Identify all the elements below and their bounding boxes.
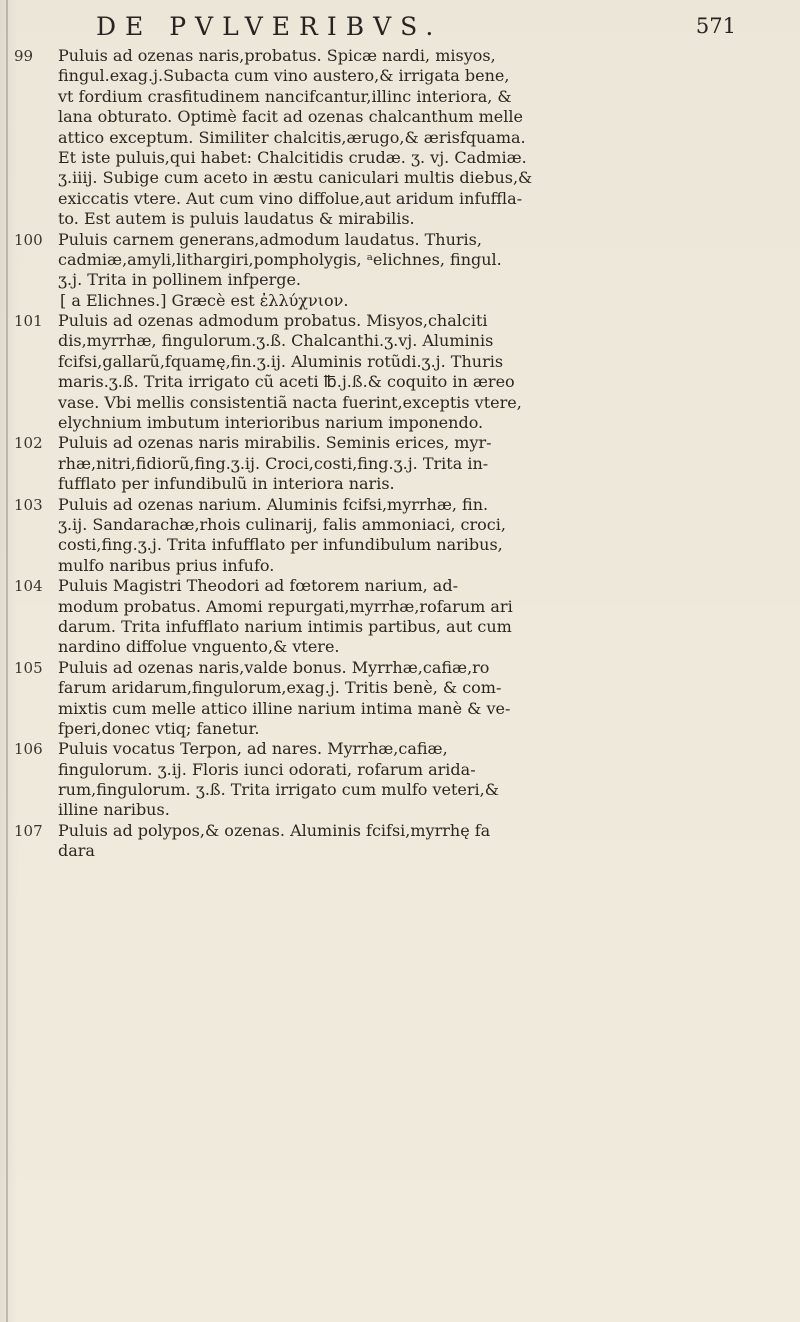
line-text: lana obturato. Optimè facit ad ozenas chalcanthum melle <box>58 107 523 127</box>
page-number: 571 <box>695 14 736 38</box>
text-line <box>14 250 704 270</box>
text-line <box>14 189 704 209</box>
recipe-heading-line <box>14 739 704 759</box>
line-text: fingul.exag.j.Subacta cum vino austero,& irrigata bene, <box>58 66 510 86</box>
recipe-number: 104 <box>14 577 43 596</box>
text-line <box>14 760 704 780</box>
line-text: maris.ʒ.ß. Trita irrigato cũ aceti ℔.j.ß.& coquito in æreo <box>58 372 515 392</box>
text-line <box>14 352 704 372</box>
text-line <box>14 87 704 107</box>
recipe-heading-line <box>14 46 704 66</box>
recipe-heading-line <box>14 576 704 596</box>
line-text: attico exceptum. Similiter chalcitis,ærugo,& ærisfquama. <box>58 127 526 147</box>
text-line <box>14 678 704 698</box>
running-header <box>96 8 736 44</box>
text-line <box>14 841 704 861</box>
recipe-heading-line <box>14 433 704 453</box>
line-text: rum,fingulorum. ʒ.ß. Trita irrigato cum mulfo veteri,& <box>58 780 499 800</box>
body-text <box>14 46 704 862</box>
text-line <box>14 800 704 820</box>
text-line <box>14 637 704 657</box>
line-text: ʒ.ij. Sandarachæ,rhois culinarij, falis ammoniaci, croci, <box>58 514 506 534</box>
line-text: mixtis cum melle attico illine narium intima manè & ve- <box>58 698 511 718</box>
line-text: rhæ,nitri,fidiorũ,fing.ʒ.ij. Croci,costi,fing.ʒ.j. Trita in- <box>58 453 489 473</box>
line-text: ʒ.iiij. Subige cum aceto in æstu caniculari multis diebus,& <box>58 168 533 188</box>
recipe-number: 107 <box>14 821 43 840</box>
text-line <box>14 780 704 800</box>
recipe-heading-line <box>14 821 704 841</box>
recipe-number: 100 <box>14 230 43 249</box>
line-text: fperi,donec vtiq; fanetur. <box>58 718 260 738</box>
text-line <box>14 209 704 229</box>
recipe-heading-line <box>14 230 704 250</box>
line-text: Puluis ad ozenas narium. Aluminis fcifsi,myrrhæ, fin. <box>58 494 489 514</box>
line-text: fingulorum. ʒ.ij. Floris iunci odorati, rofarum arida- <box>58 759 476 779</box>
text-line <box>14 454 704 474</box>
line-text: vt fordium crasfitudinem nancifcantur,illinc interiora, & <box>58 86 512 106</box>
binding-gutter <box>6 0 8 1322</box>
text-line <box>14 331 704 351</box>
line-text: costi,fing.ʒ.j. Trita infufflato per infundibulum naribus, <box>58 535 503 555</box>
line-text: exiccatis vtere. Aut cum vino diffolue,aut aridum infuffla- <box>58 188 523 208</box>
text-line <box>14 617 704 637</box>
recipe-number: 105 <box>14 658 43 677</box>
recipe-heading-line <box>14 311 704 331</box>
text-line <box>14 66 704 86</box>
line-text: farum aridarum,fingulorum,exag.j. Tritis benè, & com- <box>58 678 502 698</box>
text-line <box>14 168 704 188</box>
blank-margin <box>0 1140 800 1322</box>
line-text: modum probatus. Amomi repurgati,myrrhæ,rofarum ari <box>58 596 513 616</box>
recipe-number: 103 <box>14 495 43 514</box>
recipe-heading-line <box>14 495 704 515</box>
text-line <box>14 474 704 494</box>
line-text: dara <box>58 841 95 861</box>
text-line <box>14 556 704 576</box>
text-line <box>14 535 704 555</box>
line-text: Puluis ad ozenas naris,probatus. Spicæ nardi, misyos, <box>58 46 496 65</box>
recipe-number: 102 <box>14 434 43 453</box>
line-text: elychnium imbutum interioribus narium imponendo. <box>58 413 484 433</box>
text-line <box>14 372 704 392</box>
line-text: Puluis vocatus Terpon, ad nares. Myrrhæ,cafiæ, <box>58 739 448 759</box>
line-text: Et iste puluis,qui habet: Chalcitidis crudæ. ʒ. vj. Cadmiæ. <box>58 147 527 167</box>
line-text: Puluis carnem generans,admodum laudatus. Thuris, <box>58 229 482 249</box>
header-title: DE PVLVERIBVS. <box>96 12 443 41</box>
recipe-number: 101 <box>14 312 43 331</box>
text-line <box>14 719 704 739</box>
line-text: darum. Trita infufflato narium intimis partibus, aut cum <box>58 616 512 636</box>
line-text: mulfo naribus prius infufo. <box>58 555 275 575</box>
text-line <box>14 107 704 127</box>
line-text: fcifsi,gallarũ,fquamę,fin.ʒ.ij. Aluminis rotũdi.ʒ.j. Thuris <box>58 351 504 371</box>
recipe-number: 106 <box>14 740 43 759</box>
line-text: Puluis ad ozenas naris mirabilis. Seminis erices, myr- <box>58 433 492 453</box>
text-line <box>14 270 704 290</box>
text-line <box>14 413 704 433</box>
line-text: ʒ.j. Trita in pollinem infperge. <box>58 270 302 290</box>
line-text: Puluis ad ozenas naris,valde bonus. Myrrhæ,cafiæ,ro <box>58 657 490 677</box>
line-text: dis,myrrhæ, fingulorum.ʒ.ß. Chalcanthi.ʒ.vj. Aluminis <box>58 331 494 351</box>
line-text: Puluis ad ozenas admodum probatus. Misyos,chalciti <box>58 311 488 331</box>
line-text: fufflato per infundibulũ in interiora naris. <box>58 474 395 494</box>
text-line <box>14 393 704 413</box>
line-text: to. Est autem is puluis laudatus & mirabilis. <box>58 209 415 229</box>
line-text: Puluis ad polypos,& ozenas. Aluminis fcifsi,myrrhę fa <box>58 820 491 840</box>
line-text: Puluis Magistri Theodori ad fœtorem narium, ad- <box>58 576 458 596</box>
text-line <box>14 128 704 148</box>
text-line <box>14 597 704 617</box>
recipe-heading-line <box>14 658 704 678</box>
annotation-line <box>14 291 704 311</box>
text-line <box>14 515 704 535</box>
text-line <box>14 699 704 719</box>
line-text: [ a Elichnes.] Græcè est ἐλλύχνιον. <box>60 290 349 310</box>
text-line <box>14 148 704 168</box>
line-text: illine naribus. <box>58 800 170 820</box>
line-text: vase. Vbi mellis consistentiã nacta fuerint,exceptis vtere, <box>58 392 522 412</box>
line-text: cadmiæ,amyli,lithargiri,pompholygis, ᵃelichnes, fingul. <box>58 249 502 269</box>
line-text: nardino diffolue vnguento,& vtere. <box>58 637 340 657</box>
recipe-number: 99 <box>14 47 34 65</box>
